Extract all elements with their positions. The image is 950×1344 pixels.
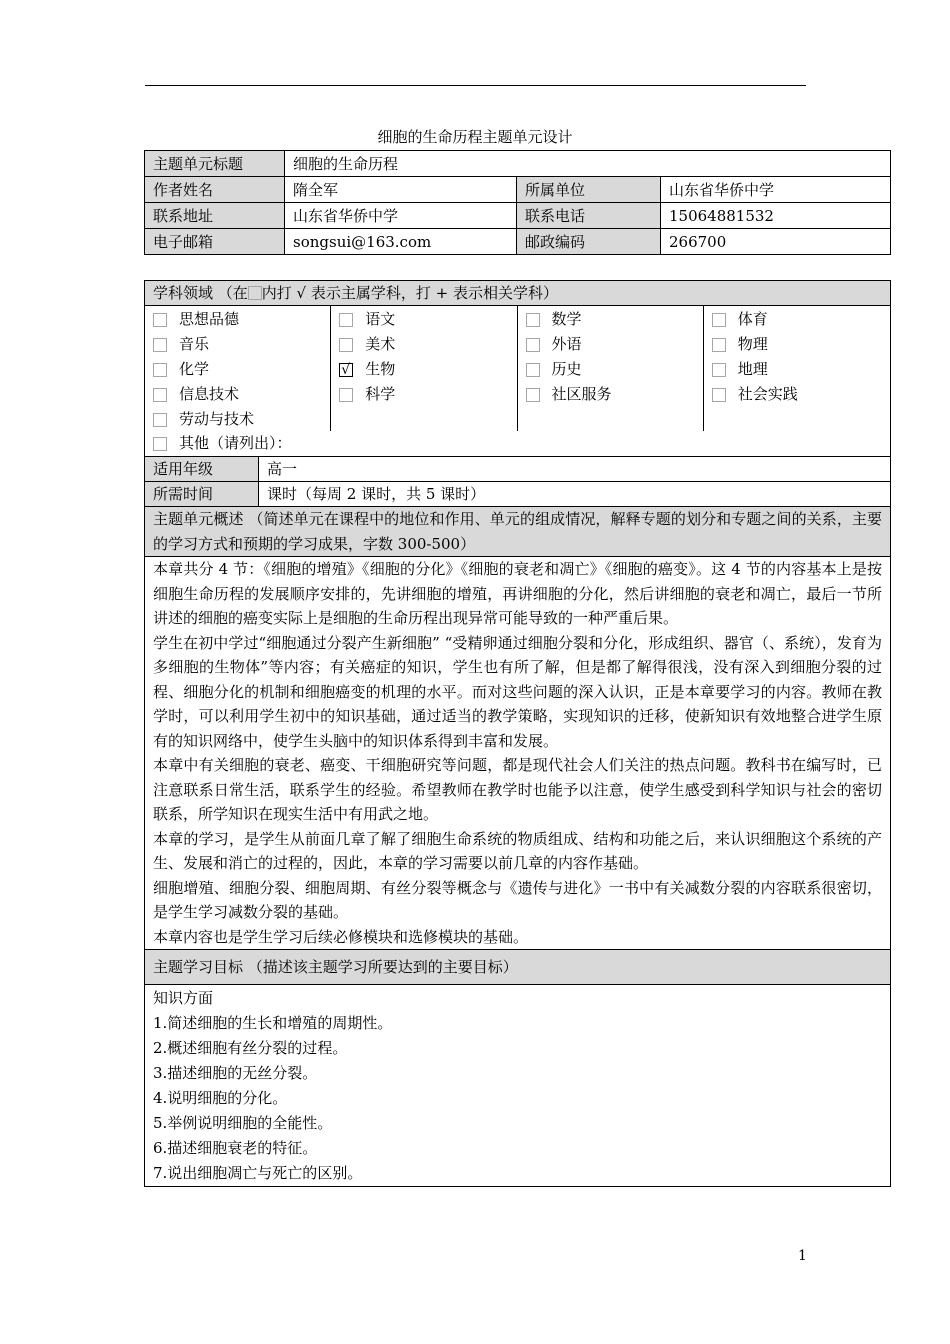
subject-item[interactable]: 劳动与技术	[145, 407, 330, 432]
subject-item[interactable]: 历史	[518, 357, 703, 382]
subject-column	[704, 306, 890, 431]
table-row	[145, 457, 891, 482]
subject-item[interactable]: 语文	[331, 307, 516, 332]
table-row	[145, 306, 891, 457]
unit-title-value: 细胞的生命历程	[285, 151, 891, 177]
table-row	[145, 229, 891, 255]
overview-paragraph: 本章内容也是学生学习后续必修模块和选修模块的基础。	[153, 927, 529, 946]
subject-item[interactable]: 外语	[518, 332, 703, 357]
overview-header: 主题单元概述 （简述单元在课程中的地位和作用、单元的组成情况，解释专题的划分和专题之间的关系，主要的学习方式和预期的学习成果，字数 300-500）	[145, 507, 891, 557]
phone-value: 15064881532	[661, 203, 891, 229]
org-value: 山东省华侨中学	[661, 177, 891, 203]
checkbox-icon[interactable]	[526, 338, 540, 352]
table-row	[145, 482, 891, 507]
goals-subheading: 知识方面	[153, 989, 214, 1007]
checkmark-icon[interactable]	[339, 363, 353, 377]
grade-value: 高一	[259, 457, 891, 482]
goal-item: 4.说明细胞的分化。	[153, 1089, 288, 1107]
goal-item: 7.说出细胞凋亡与死亡的区别。	[153, 1164, 363, 1182]
author-value: 隋全军	[285, 177, 517, 203]
address-label: 联系地址	[145, 203, 285, 229]
phone-label: 联系电话	[517, 203, 661, 229]
time-label: 所需时间	[145, 482, 259, 507]
subject-item[interactable]: 音乐	[145, 332, 330, 357]
overview-paragraph: 学生在初中学过“细胞通过分裂产生新细胞” “受精卵通过细胞分裂和分化，形成组织、器官（、系统），发育为多细胞的生物体”等内容；有关癌症的知识，学生也有所了解，但是都了解得很浅，没有深入到细胞分裂的过程、细胞分化的机制和细胞癌变的机理的水平。而对这些问题的深入认识，正是本章要学习的内容。教师在教学时，可以利用学生初中的知识基础，通过适当的教学策略，实现知识的迁移，使新知识有效地整合进学生原有的知识网络中，使学生头脑中的知识体系得到丰富和发展。	[153, 633, 883, 750]
subject-column	[145, 306, 331, 431]
table-row	[145, 151, 891, 177]
checkbox-icon[interactable]	[339, 388, 353, 402]
subjects-panel	[145, 306, 891, 457]
goal-item: 2.概述细胞有丝分裂的过程。	[153, 1039, 348, 1057]
checkbox-icon[interactable]	[153, 363, 167, 377]
table-row	[145, 557, 891, 950]
subject-item[interactable]: 科学	[331, 382, 516, 407]
table-row	[145, 985, 891, 1187]
goals-header: 主题学习目标 （描述该主题学习所要达到的主要目标）	[145, 950, 891, 985]
goals-body	[145, 985, 891, 1187]
overview-paragraph: 细胞增殖、细胞分裂、细胞周期、有丝分裂等概念与《遗传与进化》一书中有关减数分裂的内容联系很密切，是学生学习减数分裂的基础。	[153, 878, 883, 921]
checkbox-icon[interactable]	[153, 313, 167, 327]
checkbox-icon[interactable]	[153, 388, 167, 402]
checkbox-icon[interactable]	[153, 437, 167, 451]
subject-item[interactable]: 信息技术	[145, 382, 330, 407]
overview-paragraph: 本章共分 4 节：《细胞的增殖》《细胞的分化》《细胞的衰老和凋亡》《细胞的癌变》。这 4 节的内容基本上是按细胞生命历程的发展顺序安排的，先讲细胞的增殖，再讲细胞的分化，然后讲细胞的衰老和凋亡，最后一节所讲述的细胞的癌变实际上是细胞的生命历程出现异常可能导致的一种严重后果。	[153, 560, 883, 627]
checkbox-icon[interactable]	[526, 388, 540, 402]
checkbox-icon[interactable]	[712, 363, 726, 377]
checkbox-icon[interactable]	[712, 313, 726, 327]
subject-item[interactable]: 社区服务	[518, 382, 703, 407]
subject-item[interactable]: 美术	[331, 332, 516, 357]
email-value: songsui@163.com	[285, 229, 517, 255]
subject-column	[518, 306, 704, 431]
checkbox-icon[interactable]	[712, 338, 726, 352]
goal-item: 6.描述细胞衰老的特征。	[153, 1139, 318, 1157]
info-table	[144, 150, 891, 255]
subject-other[interactable]: 其他（请列出）：	[145, 431, 890, 456]
subject-item[interactable]: 体育	[704, 307, 890, 332]
zip-label: 邮政编码	[517, 229, 661, 255]
goal-item: 1.简述细胞的生长和增殖的周期性。	[153, 1014, 393, 1032]
address-value: 山东省华侨中学	[285, 203, 517, 229]
goal-item: 5.举例说明细胞的全能性。	[153, 1114, 333, 1132]
checkbox-icon[interactable]	[526, 363, 540, 377]
checkbox-icon[interactable]	[153, 338, 167, 352]
table-row	[145, 281, 891, 306]
document-title: 细胞的生命历程主题单元设计	[377, 128, 573, 146]
goal-item: 3.描述细胞的无丝分裂。	[153, 1064, 318, 1082]
header-rule	[145, 85, 806, 86]
subject-item[interactable]: 地理	[704, 357, 890, 382]
time-value: 课时（每周 2 课时，共 5 课时）	[259, 482, 891, 507]
zip-value: 266700	[661, 229, 891, 255]
subject-item[interactable]: 社会实践	[704, 382, 890, 407]
subject-item[interactable]: 数学	[518, 307, 703, 332]
subject-item-biology[interactable]: √ 生物	[331, 357, 516, 382]
checkbox-legend-icon	[248, 286, 262, 300]
checkbox-icon[interactable]	[712, 388, 726, 402]
subject-item[interactable]: 物理	[704, 332, 890, 357]
checkbox-icon[interactable]	[339, 338, 353, 352]
table-row	[145, 177, 891, 203]
author-label: 作者姓名	[145, 177, 285, 203]
overview-paragraph: 本章中有关细胞的衰老、癌变、干细胞研究等问题，都是现代社会人们关注的热点问题。教科书在编写时，已注意联系日常生活，联系学生的经验。希望教师在教学时也能予以注意，使学生感受到科学知识与社会的密切联系，所学知识在现实生活中有用武之地。	[153, 756, 883, 823]
table-row	[145, 507, 891, 557]
overview-body	[145, 557, 891, 950]
checkbox-icon[interactable]	[339, 313, 353, 327]
subject-item[interactable]: 化学	[145, 357, 330, 382]
table-row	[145, 203, 891, 229]
table-row	[145, 950, 891, 985]
grade-label: 适用年级	[145, 457, 259, 482]
overview-paragraph: 本章的学习，是学生从前面几章了解了细胞生命系统的物质组成、结构和功能之后，来认识细胞这个系统的产生、发展和消亡的过程的，因此，本章的学习需要以前几章的内容作基础。	[153, 829, 883, 872]
org-label: 所属单位	[517, 177, 661, 203]
subjects-header: 学科领域 （在 内打 √ 表示主属学科，打 + 表示相关学科）	[145, 281, 891, 306]
email-label: 电子邮箱	[145, 229, 285, 255]
checkbox-icon[interactable]	[153, 413, 167, 427]
unit-title-label: 主题单元标题	[145, 151, 285, 177]
subject-item[interactable]: 思想品德	[145, 307, 330, 332]
page-number: 1	[798, 1248, 807, 1264]
subject-column	[331, 306, 517, 431]
checkbox-icon[interactable]	[526, 313, 540, 327]
design-table	[144, 280, 891, 1187]
